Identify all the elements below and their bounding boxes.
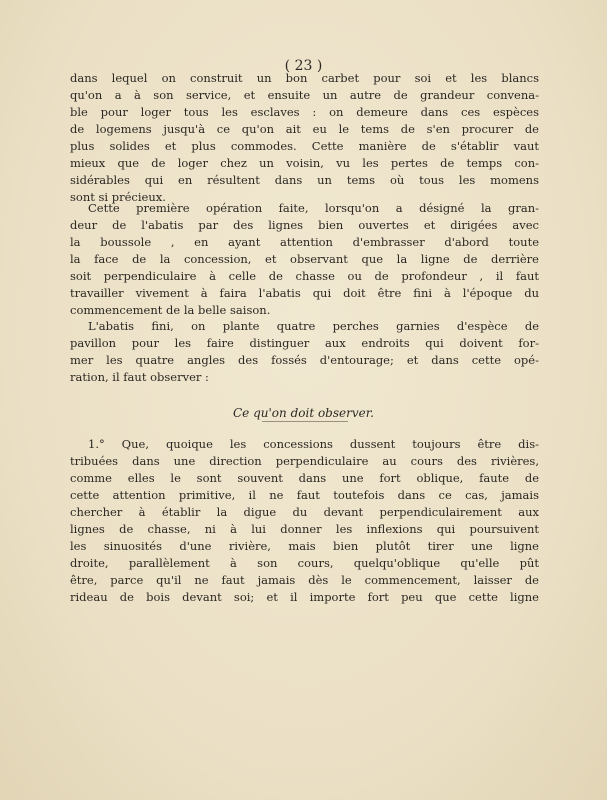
text-line: L'abatis fini, on plante quatre perches garnies d'espèce de xyxy=(88,319,539,333)
text-line: deur de l'abatis par des lignes bien ouvertes et dirigées avec xyxy=(70,218,539,232)
text-line: plus solides et plus commodes. Cette manière de s'établir vaut xyxy=(70,139,539,153)
paragraph-4 xyxy=(70,436,539,606)
text-line: sont si précieux. xyxy=(70,190,166,204)
text-line: cette attention primitive, il ne faut toutefois dans ce cas, jamais xyxy=(70,488,539,502)
text-line: sidérables qui en résultent dans un tems où tous les momens xyxy=(70,173,539,187)
text-line: tribuées dans une direction perpendiculaire au cours des rivières, xyxy=(70,454,539,468)
text-line: 1.° Que, quoique les concessions dussent toujours être dis- xyxy=(88,437,539,451)
text-line: dans lequel on construit un bon carbet pour soi et les blancs xyxy=(70,71,539,85)
text-line: qu'on a à son service, et ensuite un autre de grandeur convena- xyxy=(70,88,539,102)
text-line: mer les quatre angles des fossés d'entourage; et dans cette opé- xyxy=(70,353,539,367)
heading-rule xyxy=(262,421,348,422)
text-line: lignes de chasse, ni à lui donner les inflexions qui poursuivent xyxy=(70,522,539,536)
text-line: travailler vivement à faira l'abatis qui doit être fini à l'époque du xyxy=(70,286,539,300)
paragraph-3 xyxy=(70,318,539,386)
text-line: mieux que de loger chez un voisin, vu les pertes de temps con- xyxy=(70,156,539,170)
text-line: chercher à établir la digue du devant perpendiculairement aux xyxy=(70,505,539,519)
paragraph-1 xyxy=(70,70,539,206)
text-line: droite, parallèlement à son cours, quelqu'oblique qu'elle pût xyxy=(70,556,539,570)
text-line: la boussole , en ayant attention d'embrasser d'abord toute xyxy=(70,235,539,249)
text-line: rideau de bois devant soi; et il importe fort peu que cette ligne xyxy=(70,590,539,604)
text-line: pavillon pour les faire distinguer aux endroits qui doivent for- xyxy=(70,336,539,350)
paragraph-2 xyxy=(70,200,539,319)
text-line: ble pour loger tous les esclaves : on demeure dans ces espèces xyxy=(70,105,539,119)
page-number: ( 23 ) xyxy=(284,58,323,74)
section-heading: Ce qu'on doit observer. xyxy=(233,406,374,420)
text-line: Cette première opération faite, lorsqu'on a désigné la gran- xyxy=(88,201,539,215)
text-line: ration, il faut observer : xyxy=(70,370,209,384)
text-line: comme elles le sont souvent dans une fort oblique, faute de xyxy=(70,471,539,485)
text-line: soit perpendiculaire à celle de chasse ou de profondeur , il faut xyxy=(70,269,539,283)
text-line: la face de la concession, et observant que la ligne de derrière xyxy=(70,252,539,266)
text-line: être, parce qu'il ne faut jamais dès le commencement, laisser de xyxy=(70,573,539,587)
text-line: commencement de la belle saison. xyxy=(70,303,271,317)
text-line: les sinuosités d'une rivière, mais bien plutôt tirer une ligne xyxy=(70,539,539,553)
text-line: de logemens jusqu'à ce qu'on ait eu le tems de s'en procurer de xyxy=(70,122,539,136)
